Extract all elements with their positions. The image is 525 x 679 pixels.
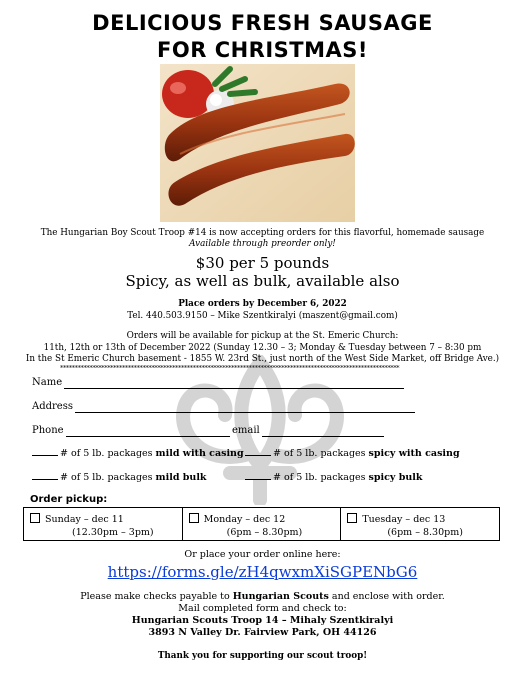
address-label: Address [32, 401, 73, 412]
contact-info: Tel. 440.503.9150 – Mike Szentkiralyi (maszent@gmail.com) [127, 311, 398, 321]
phone-label: Phone [32, 425, 64, 436]
email-field[interactable] [262, 436, 384, 437]
mailing-address: 3893 N Valley Dr. Fairview Park, OH 44126 [148, 627, 377, 638]
pickup-dates-text: 11th, 12th or 13th of December 2022 (Sunday 12.30 – 3; Monday & Tuesday between 7 – 8:30 pm [43, 343, 482, 353]
order-deadline: Place orders by December 6, 2022 [178, 299, 347, 309]
name-label: Name [32, 377, 63, 388]
headline-line-1: DELICIOUS FRESH SAUSAGE [92, 11, 433, 35]
mail-instructions: Mail completed form and check to: [178, 603, 347, 614]
quantity-blank[interactable] [32, 455, 58, 456]
price-text: $30 per 5 pounds [195, 254, 330, 272]
payment-instructions: Please make checks payable to Hungarian Scouts and enclose with order. [80, 591, 445, 602]
pickup-option-monday[interactable]: Monday – dec 12 (6pm – 8.30pm) [183, 508, 342, 540]
spicy-bulk-quantity[interactable]: # of 5 lb. packages spicy bulk [245, 472, 423, 483]
pickup-option-sunday[interactable]: Sunday – dec 11 (12.30pm – 3pm) [24, 508, 183, 540]
order-pickup-title: Order pickup: [30, 494, 108, 505]
phone-field[interactable] [66, 436, 230, 437]
options-text: Spicy, as well as bulk, available also [125, 272, 400, 290]
mild-bulk-quantity[interactable]: # of 5 lb. packages mild bulk [32, 472, 207, 483]
checkbox-icon[interactable] [347, 513, 357, 523]
pickup-options-table [23, 507, 500, 541]
pickup-address-text: In the St Emeric Church basement - 1855 W. 23rd St., just north of the West Side Market, off Bridge Ave.) [25, 354, 500, 364]
spicy-casing-quantity[interactable]: # of 5 lb. packages spicy with casing [245, 448, 460, 459]
online-order-link[interactable]: https://forms.gle/zH4qwxmXiSGPENbG6 [107, 563, 418, 581]
quantity-blank[interactable] [32, 479, 58, 480]
headline-line-2: FOR CHRISTMAS! [157, 38, 368, 62]
intro-text: The Hungarian Boy Scout Troop #14 is now accepting orders for this flavorful, homemade sausage [40, 228, 485, 238]
email-label: email [232, 425, 260, 436]
quantity-blank[interactable] [245, 479, 271, 480]
pickup-location-text: Orders will be available for pickup at the St. Emeric Church: [126, 331, 399, 341]
thank-you-note: Thank you for supporting our scout troop! [157, 651, 368, 661]
name-field[interactable] [64, 388, 404, 389]
sausage-photo [160, 64, 355, 222]
quantity-blank[interactable] [245, 455, 271, 456]
mild-casing-quantity[interactable]: # of 5 lb. packages mild with casing [32, 448, 244, 459]
checkbox-icon[interactable] [189, 513, 199, 523]
pickup-option-tuesday[interactable]: Tuesday – dec 13 (6pm – 8.30pm) [341, 508, 499, 540]
address-field[interactable] [75, 412, 415, 413]
checkbox-icon[interactable] [30, 513, 40, 523]
preorder-note: Available through preorder only! [189, 239, 336, 249]
online-order-label: Or place your order online here: [184, 549, 341, 560]
star-separator: ******************************************************************************************************************* [60, 364, 400, 372]
mailing-name: Hungarian Scouts Troop 14 – Mihaly Szentkiralyi [131, 615, 394, 626]
